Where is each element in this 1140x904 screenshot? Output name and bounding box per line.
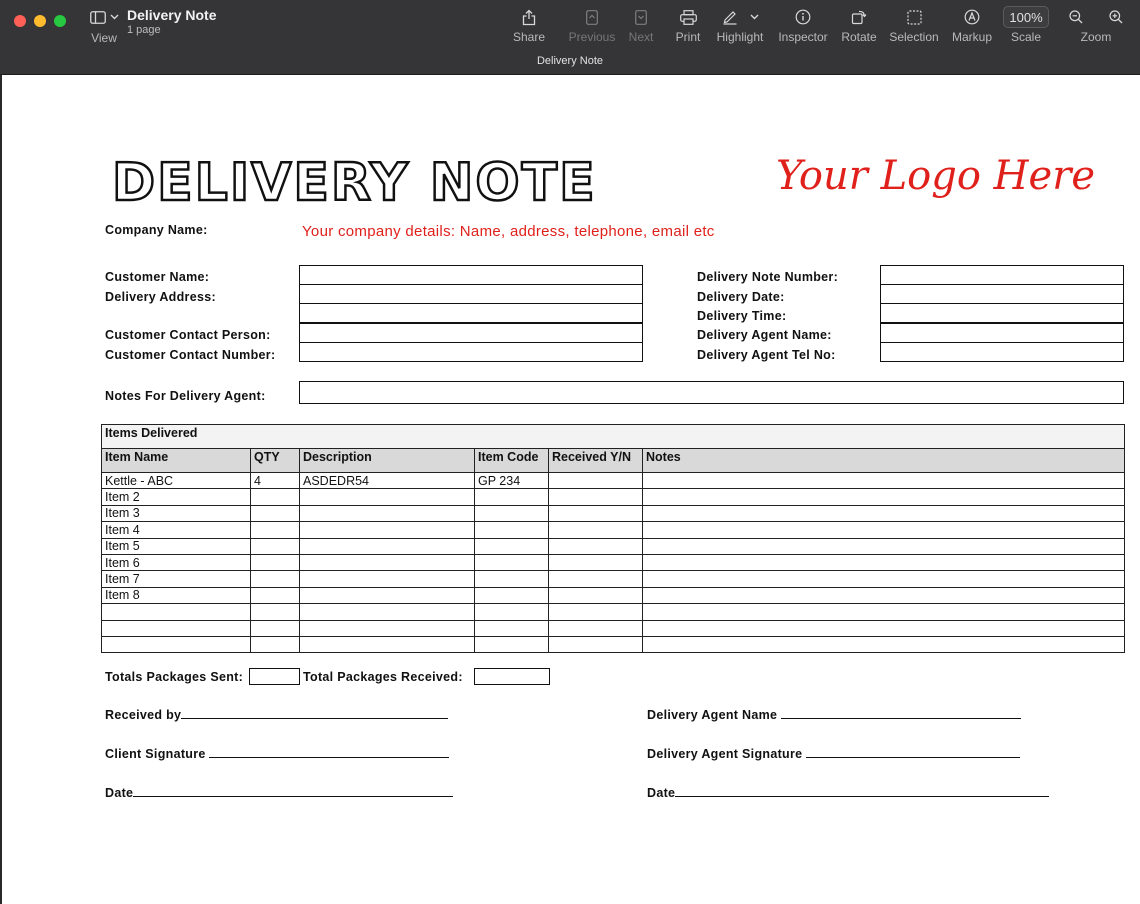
table-cell[interactable]: Item 8 [102,587,251,603]
customer-name-field[interactable] [299,265,643,285]
column-header: Notes [643,449,1125,473]
table-cell[interactable] [300,505,475,521]
selection-label: Selection [889,30,939,44]
table-cell[interactable] [300,571,475,587]
markup-icon [964,9,980,25]
table-row [102,538,1125,554]
table-row [102,620,1125,636]
highlight-label: Highlight [716,30,764,44]
table-cell[interactable] [251,554,300,570]
company-name-label: Company Name: [105,223,208,237]
table-cell[interactable]: Item 5 [102,538,251,554]
notes-label: Notes For Delivery Agent: [105,389,266,403]
table-cell[interactable] [643,505,1125,521]
delivery-date-field[interactable] [880,284,1124,304]
column-header: Received Y/N [549,449,643,473]
view-label: View [91,31,117,45]
totals-sent-label: Totals Packages Sent: [105,670,244,684]
zoom-in-icon[interactable] [1109,10,1123,24]
table-cell[interactable]: Item 4 [102,522,251,538]
delivery-note-number-label: Delivery Note Number: [697,270,839,284]
table-cell[interactable] [102,604,251,620]
info-icon [795,9,811,25]
table-cell[interactable] [643,522,1125,538]
rotate-icon [851,9,867,25]
next-page-button[interactable] [624,7,658,44]
document-tab-title: Delivery Note [536,55,604,67]
table-cell[interactable] [102,620,251,636]
client-signature-line[interactable] [105,747,449,761]
table-cell[interactable] [475,636,549,652]
table-cell[interactable] [300,554,475,570]
scale-value[interactable]: 100% [1003,6,1049,28]
table-cell[interactable] [300,522,475,538]
table-row [102,587,1125,603]
zoom-out-icon[interactable] [1069,10,1083,24]
table-cell[interactable] [549,587,643,603]
table-cell[interactable] [251,636,300,652]
table-cell[interactable] [475,505,549,521]
contact-person-label: Customer Contact Person: [105,328,271,342]
table-row [102,522,1125,538]
column-header: Item Code [475,449,549,473]
column-header: QTY [251,449,300,473]
logo-placeholder [772,137,1117,217]
logo-text: Your Logo Here [776,153,1096,199]
contact-person-field[interactable] [299,323,643,343]
table-cell[interactable] [643,473,1125,489]
selection-button[interactable] [888,7,940,44]
print-label: Print [675,30,701,44]
share-label: Share [512,30,546,44]
table-cell[interactable] [549,636,643,652]
delivery-agent-name-field[interactable] [880,323,1124,343]
delivery-time-field[interactable] [880,303,1124,323]
table-cell[interactable]: 4 [251,473,300,489]
minimize-window-button[interactable] [34,15,46,27]
delivery-time-label: Delivery Time: [697,309,787,323]
markup-button[interactable] [950,7,994,44]
table-cell[interactable]: Kettle - ABC [102,473,251,489]
agent-name-sig-label: Delivery Agent Name [647,708,778,722]
table-cell[interactable] [251,538,300,554]
chevron-down-icon[interactable] [750,14,759,20]
table-cell[interactable]: ASDEDR54 [300,473,475,489]
table-cell[interactable] [251,505,300,521]
delivery-date-label: Delivery Date: [697,290,785,304]
table-cell[interactable] [300,636,475,652]
table-cell[interactable] [549,489,643,505]
table-row [102,636,1125,652]
agent-date-line[interactable] [647,786,1049,800]
markup-label: Markup [951,30,992,44]
pen-icon [722,9,738,25]
zoom-label: Zoom [1080,30,1112,44]
share-icon [522,9,536,26]
table-cell[interactable] [102,636,251,652]
table-cell[interactable] [475,571,549,587]
sidebar-icon [90,11,106,24]
inspector-button[interactable] [777,7,829,44]
page-up-icon [586,10,598,25]
table-cell[interactable] [251,604,300,620]
view-menu-button[interactable] [86,8,122,45]
client-signature-label: Client Signature [105,747,206,761]
selection-icon [907,10,922,25]
delivery-address-field-1[interactable] [299,284,643,304]
page-count: 1 page [127,24,161,36]
contact-number-field[interactable] [299,342,643,362]
table-cell[interactable] [643,587,1125,603]
company-details: Your company details: Name, address, telephone, email etc [302,223,715,240]
table-cell[interactable] [300,489,475,505]
rotate-button[interactable] [840,7,878,44]
delivery-address-label: Delivery Address: [105,290,216,304]
close-window-button[interactable] [14,15,26,27]
received-by-label: Received by [105,708,182,722]
client-date-label: Date [105,786,134,800]
table-cell[interactable] [251,620,300,636]
table-cell[interactable] [549,620,643,636]
table-cell[interactable] [475,489,549,505]
delivery-agent-tel-label: Delivery Agent Tel No: [697,348,836,362]
items-header-row [102,449,1125,473]
table-row [102,571,1125,587]
notes-field[interactable] [299,381,1124,404]
table-cell[interactable] [643,636,1125,652]
table-cell[interactable] [475,620,549,636]
customer-name-label: Customer Name: [105,270,210,284]
table-row [102,554,1125,570]
table-cell[interactable] [643,604,1125,620]
table-cell[interactable] [549,538,643,554]
table-cell[interactable] [300,604,475,620]
column-header: Item Name [102,449,251,473]
table-row [102,473,1125,489]
printer-icon [680,10,697,25]
table-row [102,604,1125,620]
agent-name-line[interactable] [647,708,1021,722]
totals-received-label: Total Packages Received: [303,670,463,684]
client-date-line[interactable] [105,786,453,800]
table-cell[interactable] [643,571,1125,587]
table-cell[interactable] [475,522,549,538]
print-button[interactable] [672,7,704,44]
table-cell[interactable]: Item 3 [102,505,251,521]
table-cell[interactable] [549,554,643,570]
table-cell[interactable] [549,522,643,538]
fullscreen-window-button[interactable] [54,15,66,27]
window-controls [14,15,66,27]
contact-number-label: Customer Contact Number: [105,348,276,362]
scale-control[interactable] [1002,7,1050,44]
chevron-down-icon [110,14,119,20]
table-cell[interactable] [643,620,1125,636]
table-cell[interactable]: Item 2 [102,489,251,505]
rotate-label: Rotate [841,30,877,44]
table-cell[interactable]: GP 234 [475,473,549,489]
items-caption-row [102,425,1125,449]
table-cell[interactable] [643,554,1125,570]
table-cell[interactable] [475,604,549,620]
next-label: Next [628,30,654,44]
totals-received-field[interactable] [474,668,550,685]
delivery-address-field-2[interactable] [299,303,643,323]
highlight-button[interactable] [714,7,766,44]
items-caption: Items Delivered [102,425,1125,449]
share-button[interactable] [509,7,549,44]
table-cell[interactable] [549,571,643,587]
page-down-icon [635,10,647,25]
table-cell[interactable] [549,505,643,521]
table-cell[interactable] [300,620,475,636]
table-cell[interactable] [251,522,300,538]
scale-label: Scale [1010,30,1042,44]
table-cell[interactable] [549,604,643,620]
items-table [101,424,1125,653]
table-cell[interactable] [251,489,300,505]
agent-signature-label: Delivery Agent Signature [647,747,803,761]
agent-date-label: Date [647,786,676,800]
column-header: Description [300,449,475,473]
table-cell[interactable]: Item 7 [102,571,251,587]
table-cell[interactable] [643,538,1125,554]
previous-label: Previous [568,30,616,44]
table-cell[interactable] [475,587,549,603]
received-by-line[interactable] [105,708,448,722]
document-title: Delivery Note [127,7,217,23]
table-cell[interactable] [300,587,475,603]
totals-sent-field[interactable] [249,668,300,685]
table-cell[interactable] [475,554,549,570]
previous-page-button[interactable] [566,7,618,44]
table-cell[interactable] [251,571,300,587]
document-page [0,75,1140,904]
table-cell[interactable] [549,473,643,489]
document-heading: DELIVERY NOTE [112,153,597,213]
document-title-block [127,7,216,36]
table-cell[interactable]: Item 6 [102,554,251,570]
zoom-control [1062,7,1130,44]
table-cell[interactable] [300,538,475,554]
agent-signature-line[interactable] [647,747,1020,761]
delivery-agent-tel-field[interactable] [880,342,1124,362]
table-cell[interactable] [643,489,1125,505]
table-cell[interactable] [251,587,300,603]
window-toolbar [0,0,1140,75]
delivery-agent-name-label: Delivery Agent Name: [697,328,832,342]
table-cell[interactable] [475,538,549,554]
table-row [102,505,1125,521]
inspector-label: Inspector [778,30,828,44]
delivery-note-number-field[interactable] [880,265,1124,285]
table-row [102,489,1125,505]
